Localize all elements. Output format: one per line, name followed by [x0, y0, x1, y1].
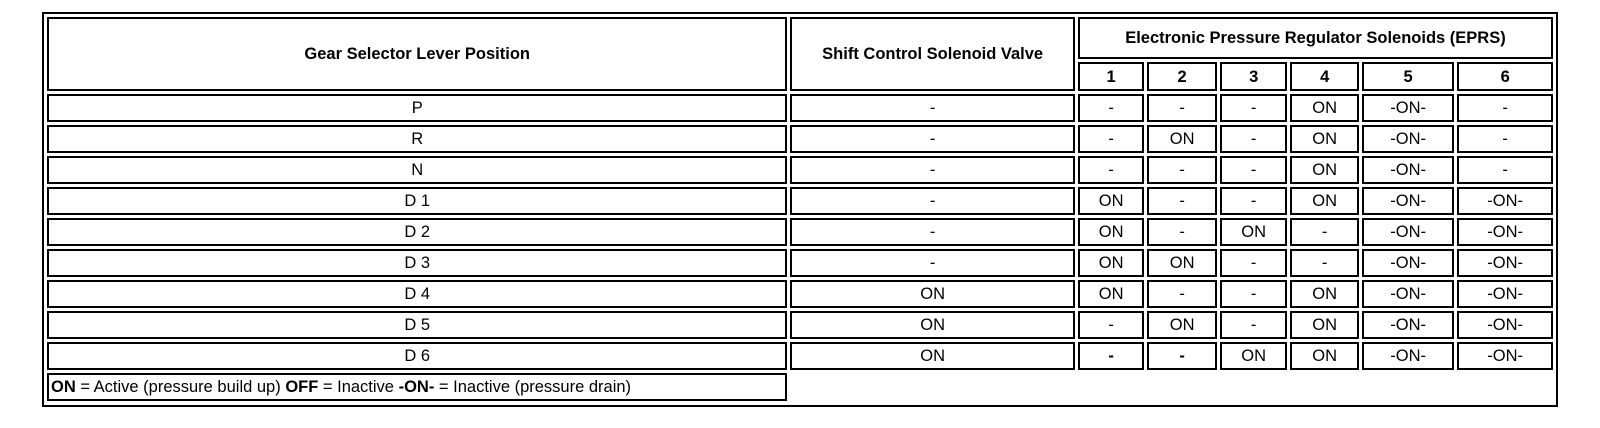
eprs-cell: - — [1220, 94, 1287, 122]
gear-position-cell: D 3 — [47, 249, 787, 277]
legend-drain-desc: = Inactive (pressure drain) — [434, 378, 632, 396]
table-row — [47, 280, 1553, 308]
eprs-cell: - — [1147, 187, 1217, 215]
eprs-cell: -ON- — [1362, 280, 1454, 308]
eprs-cell: - — [1147, 156, 1217, 184]
gear-position-cell: D 4 — [47, 280, 787, 308]
eprs-number: 3 — [1220, 62, 1287, 91]
header-shift-control-solenoid: Shift Control Solenoid Valve — [790, 17, 1075, 91]
eprs-cell: ON — [1290, 125, 1359, 153]
shift-solenoid-cell: - — [790, 187, 1075, 215]
eprs-cell: ON — [1290, 156, 1359, 184]
eprs-cell: - — [1078, 156, 1144, 184]
table-row — [47, 249, 1553, 277]
eprs-cell: - — [1220, 156, 1287, 184]
eprs-cell: - — [1078, 342, 1144, 370]
solenoid-table-frame — [42, 12, 1558, 407]
eprs-cell: - — [1078, 311, 1144, 339]
eprs-cell: ON — [1078, 249, 1144, 277]
eprs-number: 5 — [1362, 62, 1454, 91]
table-row — [47, 94, 1553, 122]
eprs-cell: - — [1220, 280, 1287, 308]
solenoid-operation-table — [44, 14, 1556, 404]
header-eprs: Electronic Pressure Regulator Solenoids (EPRS) — [1078, 17, 1553, 59]
table-row — [47, 156, 1553, 184]
eprs-cell: -ON- — [1362, 187, 1454, 215]
eprs-number: 6 — [1457, 62, 1553, 91]
eprs-cell: - — [1147, 342, 1217, 370]
eprs-cell: ON — [1147, 249, 1217, 277]
gear-position-cell: D 1 — [47, 187, 787, 215]
legend — [47, 373, 787, 401]
shift-solenoid-cell: - — [790, 94, 1075, 122]
eprs-cell: -ON- — [1362, 249, 1454, 277]
eprs-cell: ON — [1147, 311, 1217, 339]
eprs-cell: - — [1220, 187, 1287, 215]
eprs-cell: - — [1220, 125, 1287, 153]
eprs-cell: -ON- — [1457, 342, 1553, 370]
eprs-cell: - — [1078, 94, 1144, 122]
eprs-cell: - — [1147, 218, 1217, 246]
eprs-cell: - — [1147, 94, 1217, 122]
legend-on-term: ON — [51, 378, 76, 396]
shift-solenoid-cell: - — [790, 156, 1075, 184]
header-gear-position: Gear Selector Lever Position — [47, 17, 787, 91]
eprs-cell: -ON- — [1457, 249, 1553, 277]
eprs-cell: - — [1078, 125, 1144, 153]
eprs-cell: ON — [1220, 218, 1287, 246]
table-row — [47, 125, 1553, 153]
legend-spacer — [790, 373, 1553, 401]
gear-position-cell: P — [47, 94, 787, 122]
shift-solenoid-cell: - — [790, 125, 1075, 153]
eprs-number: 2 — [1147, 62, 1217, 91]
legend-row — [47, 373, 1553, 401]
eprs-cell: -ON- — [1362, 311, 1454, 339]
eprs-cell: ON — [1290, 187, 1359, 215]
eprs-cell: - — [1220, 249, 1287, 277]
gear-position-cell: D 2 — [47, 218, 787, 246]
eprs-cell: - — [1290, 249, 1359, 277]
eprs-cell: -ON- — [1457, 280, 1553, 308]
eprs-cell: ON — [1220, 342, 1287, 370]
gear-position-cell: D 5 — [47, 311, 787, 339]
eprs-cell: ON — [1078, 218, 1144, 246]
eprs-cell: - — [1457, 125, 1553, 153]
table-row — [47, 311, 1553, 339]
eprs-cell: ON — [1078, 280, 1144, 308]
shift-solenoid-cell: - — [790, 218, 1075, 246]
legend-on-desc: = Active (pressure build up) — [75, 378, 286, 396]
legend-off-desc: = Inactive — [318, 378, 399, 396]
gear-position-cell: R — [47, 125, 787, 153]
shift-solenoid-cell: ON — [790, 342, 1075, 370]
shift-solenoid-cell: ON — [790, 280, 1075, 308]
eprs-cell: -ON- — [1362, 218, 1454, 246]
table-row — [47, 342, 1553, 370]
legend-drain-term: -ON- — [398, 378, 435, 396]
eprs-cell: ON — [1147, 125, 1217, 153]
eprs-cell: -ON- — [1362, 156, 1454, 184]
eprs-cell: ON — [1078, 187, 1144, 215]
shift-solenoid-cell: ON — [790, 311, 1075, 339]
eprs-cell: -ON- — [1362, 94, 1454, 122]
eprs-cell: - — [1147, 280, 1217, 308]
eprs-cell: -ON- — [1362, 342, 1454, 370]
eprs-cell: -ON- — [1457, 187, 1553, 215]
eprs-number: 4 — [1290, 62, 1359, 91]
header-row — [47, 17, 1553, 59]
eprs-cell: ON — [1290, 311, 1359, 339]
eprs-cell: - — [1220, 311, 1287, 339]
gear-position-cell: D 6 — [47, 342, 787, 370]
eprs-cell: - — [1290, 218, 1359, 246]
eprs-cell: ON — [1290, 342, 1359, 370]
gear-position-cell: N — [47, 156, 787, 184]
eprs-number: 1 — [1078, 62, 1144, 91]
eprs-cell: ON — [1290, 280, 1359, 308]
table-row — [47, 218, 1553, 246]
eprs-cell: -ON- — [1362, 125, 1454, 153]
eprs-cell: -ON- — [1457, 218, 1553, 246]
shift-solenoid-cell: - — [790, 249, 1075, 277]
table-row — [47, 187, 1553, 215]
legend-off-term: OFF — [285, 378, 319, 396]
eprs-cell: ON — [1290, 94, 1359, 122]
eprs-cell: -ON- — [1457, 311, 1553, 339]
eprs-cell: - — [1457, 94, 1553, 122]
eprs-cell: - — [1457, 156, 1553, 184]
